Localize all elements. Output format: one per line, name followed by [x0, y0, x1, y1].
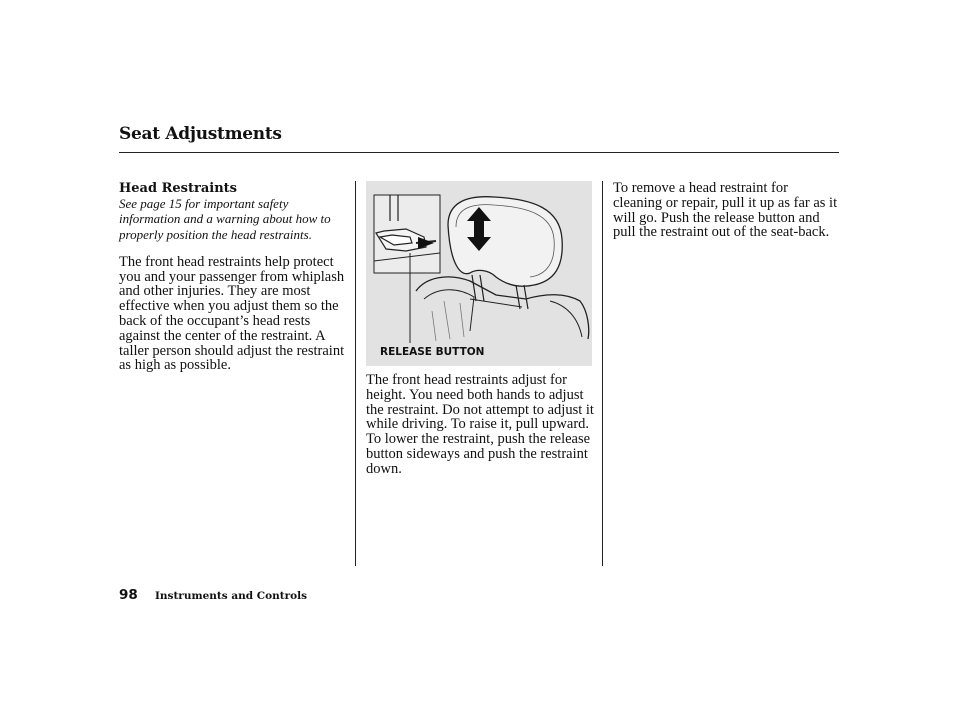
middle-body-text: The front head restraints adjust for height. You need both hands to adjust the restraint. Do not attempt to adjust it while driving. To raise it, pull upward. To lower the restraint, push the release button sideways and push the restraint down. — [366, 372, 594, 477]
right-column — [613, 181, 839, 240]
safety-note: See page 15 for important safety information and a warning about how to properly position the head restraints. — [119, 196, 331, 242]
head-restraint-illustration — [366, 181, 592, 366]
middle-column — [366, 373, 594, 477]
right-body-text: To remove a head restraint for cleaning or repair, pull it up as far as it will go. Push the release button and pull the restraint out of the seat-back. — [613, 180, 838, 241]
column-divider-left — [355, 181, 356, 566]
section-footer: Instruments and Controls — [155, 590, 308, 602]
section-heading: Head Restraints — [119, 181, 237, 196]
page-title: Seat Adjustments — [119, 124, 282, 144]
page-number: 98 — [119, 587, 138, 603]
left-column — [119, 181, 347, 373]
release-button-label: RELEASE BUTTON — [380, 346, 485, 358]
title-rule — [119, 152, 839, 153]
column-divider-right — [602, 181, 603, 566]
left-body-text: The front head restraints help protect you and your passenger from whiplash and other injuries. They are most effective when you adjust them so the back of the occupant’s head rests against the center of the restraint. A taller person should adjust the restraint as high as possible. — [119, 253, 345, 374]
head-restraint-figure — [366, 181, 592, 366]
